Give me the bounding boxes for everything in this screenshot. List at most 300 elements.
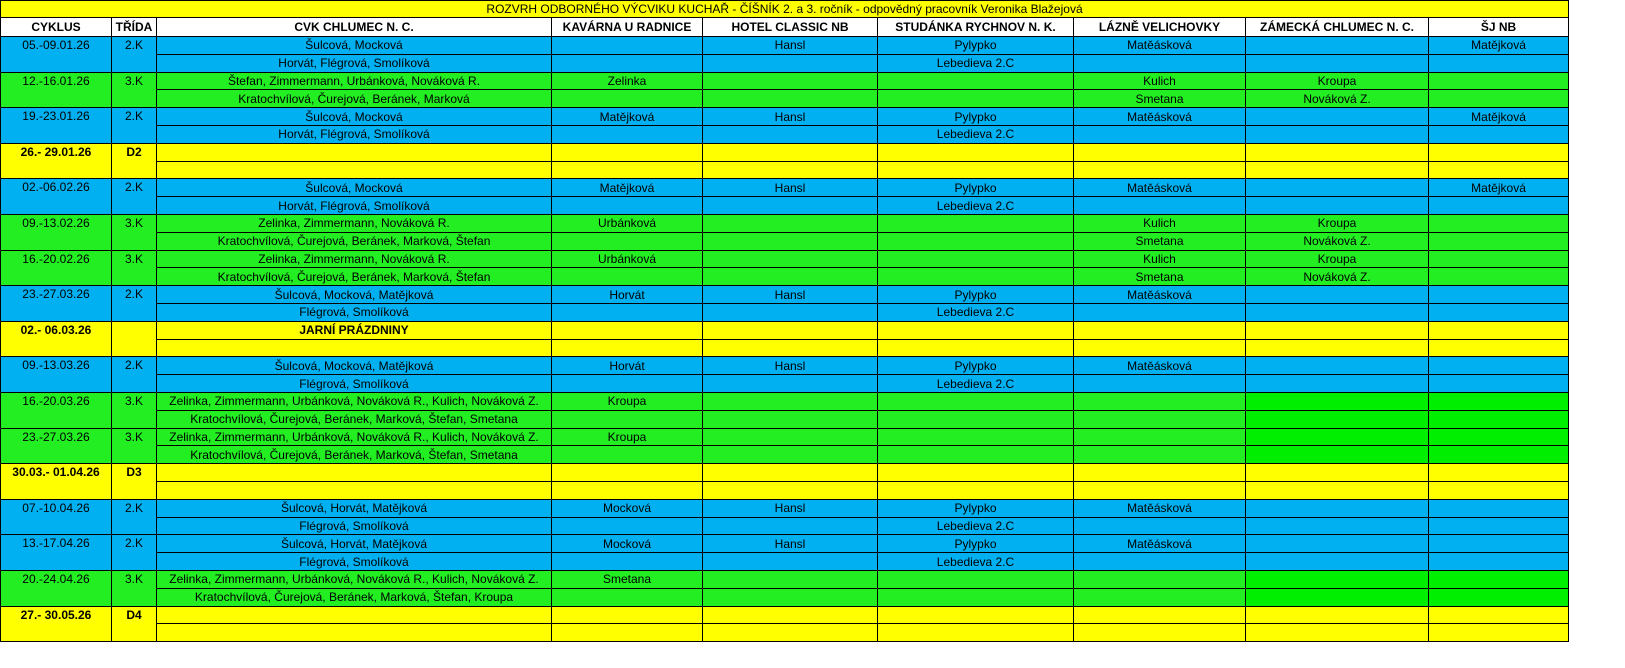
hotel-classic-cell: Hansl: [703, 357, 878, 375]
hotel-classic-cell: [703, 72, 878, 90]
hotel-classic-cell: [703, 339, 878, 357]
zamecka-cell: [1246, 143, 1429, 161]
lazne-cell: Smetana: [1074, 268, 1246, 286]
studanka-cell: Pylypko: [878, 179, 1074, 197]
zamecka-cell: [1246, 37, 1429, 55]
zamecka-cell: Kroupa: [1246, 72, 1429, 90]
kavarna-cell: [552, 232, 703, 250]
zamecka-cell: [1246, 357, 1429, 375]
cvk-chlumec-cell: Zelinka, Zimmermann, Nováková R.: [157, 250, 552, 268]
hotel-classic-cell: [703, 624, 878, 642]
studanka-cell: Lebedieva 2.C: [878, 125, 1074, 143]
sj-nb-cell: [1429, 90, 1569, 108]
hotel-classic-cell: Hansl: [703, 499, 878, 517]
lazne-cell: Matěásková: [1074, 179, 1246, 197]
sj-nb-cell: [1429, 588, 1569, 606]
cvk-chlumec-cell: [157, 339, 552, 357]
studanka-cell: [878, 232, 1074, 250]
cvk-chlumec-cell: Šulcová, Mocková: [157, 179, 552, 197]
studanka-cell: [878, 588, 1074, 606]
kavarna-cell: [552, 54, 703, 72]
lazne-cell: [1074, 588, 1246, 606]
sj-nb-cell: [1429, 54, 1569, 72]
header-kavarna: KAVÁRNA U RADNICE: [552, 18, 703, 37]
trida-cell: 2.K: [112, 535, 157, 571]
kavarna-cell: [552, 606, 703, 624]
studanka-cell: Lebedieva 2.C: [878, 54, 1074, 72]
zamecka-cell: Kroupa: [1246, 214, 1429, 232]
hotel-classic-cell: [703, 125, 878, 143]
lazne-cell: [1074, 481, 1246, 499]
cvk-chlumec-cell: Kratochvílová, Čurejová, Beránek, Marková, Štefan: [157, 232, 552, 250]
sj-nb-cell: [1429, 464, 1569, 482]
zamecka-cell: [1246, 161, 1429, 179]
table-row: [1, 286, 1569, 304]
kavarna-cell: [552, 339, 703, 357]
cvk-chlumec-cell: Šulcová, Horvát, Matějková: [157, 535, 552, 553]
cyklus-cell: 30.03.- 01.04.26: [1, 464, 112, 500]
header-row: [1, 18, 1569, 37]
sj-nb-cell: [1429, 570, 1569, 588]
studanka-cell: [878, 570, 1074, 588]
lazne-cell: [1074, 143, 1246, 161]
hotel-classic-cell: [703, 143, 878, 161]
table-row: [1, 517, 1569, 535]
cyklus-cell: 02.- 06.03.26: [1, 321, 112, 357]
cvk-chlumec-cell: Zelinka, Zimmermann, Urbánková, Nováková R., Kulich, Nováková Z.: [157, 428, 552, 446]
header-studanka: STUDÁNKA RYCHNOV N. K.: [878, 18, 1074, 37]
trida-cell: 2.K: [112, 499, 157, 535]
zamecka-cell: Nováková Z.: [1246, 90, 1429, 108]
header-sj-nb: ŠJ NB: [1429, 18, 1569, 37]
cvk-chlumec-cell: Kratochvílová, Čurejová, Beránek, Marková, Štefan: [157, 268, 552, 286]
sj-nb-cell: [1429, 392, 1569, 410]
hotel-classic-cell: [703, 410, 878, 428]
cyklus-cell: 19.-23.01.26: [1, 108, 112, 144]
zamecka-cell: [1246, 428, 1429, 446]
cvk-chlumec-cell: Flégrová, Smolíková: [157, 303, 552, 321]
hotel-classic-cell: [703, 214, 878, 232]
kavarna-cell: [552, 375, 703, 393]
cyklus-cell: 12.-16.01.26: [1, 72, 112, 108]
kavarna-cell: [552, 303, 703, 321]
table-row: [1, 588, 1569, 606]
sj-nb-cell: [1429, 303, 1569, 321]
sj-nb-cell: Matějková: [1429, 108, 1569, 126]
sj-nb-cell: [1429, 339, 1569, 357]
table-row: [1, 232, 1569, 250]
zamecka-cell: [1246, 392, 1429, 410]
zamecka-cell: [1246, 588, 1429, 606]
studanka-cell: Lebedieva 2.C: [878, 553, 1074, 571]
table-row: [1, 392, 1569, 410]
table-row: [1, 410, 1569, 428]
trida-cell: 3.K: [112, 250, 157, 286]
lazne-cell: [1074, 54, 1246, 72]
hotel-classic-cell: Hansl: [703, 535, 878, 553]
sj-nb-cell: Matějková: [1429, 37, 1569, 55]
zamecka-cell: [1246, 464, 1429, 482]
lazne-cell: [1074, 161, 1246, 179]
table-row: [1, 161, 1569, 179]
lazne-cell: [1074, 197, 1246, 215]
header-cyklus: CYKLUS: [1, 18, 112, 37]
table-row: [1, 72, 1569, 90]
kavarna-cell: [552, 553, 703, 571]
cvk-chlumec-cell: Horvát, Flégrová, Smolíková: [157, 197, 552, 215]
lazne-cell: Matěásková: [1074, 499, 1246, 517]
lazne-cell: [1074, 303, 1246, 321]
zamecka-cell: [1246, 553, 1429, 571]
kavarna-cell: [552, 410, 703, 428]
lazne-cell: [1074, 570, 1246, 588]
cvk-chlumec-cell: Šulcová, Mocková: [157, 108, 552, 126]
studanka-cell: [878, 481, 1074, 499]
studanka-cell: Lebedieva 2.C: [878, 303, 1074, 321]
cvk-chlumec-cell: Horvát, Flégrová, Smolíková: [157, 54, 552, 72]
hotel-classic-cell: [703, 517, 878, 535]
zamecka-cell: [1246, 375, 1429, 393]
lazne-cell: [1074, 606, 1246, 624]
table-row: [1, 214, 1569, 232]
studanka-cell: Pylypko: [878, 37, 1074, 55]
zamecka-cell: [1246, 446, 1429, 464]
kavarna-cell: [552, 125, 703, 143]
studanka-cell: [878, 606, 1074, 624]
cvk-chlumec-cell: [157, 624, 552, 642]
sj-nb-cell: [1429, 268, 1569, 286]
kavarna-cell: Mocková: [552, 499, 703, 517]
zamecka-cell: [1246, 321, 1429, 339]
lazne-cell: [1074, 553, 1246, 571]
hotel-classic-cell: [703, 588, 878, 606]
table-row: [1, 250, 1569, 268]
table-row: [1, 108, 1569, 126]
sj-nb-cell: Matějková: [1429, 179, 1569, 197]
studanka-cell: [878, 446, 1074, 464]
sj-nb-cell: [1429, 250, 1569, 268]
studanka-cell: [878, 90, 1074, 108]
cyklus-cell: 20.-24.04.26: [1, 570, 112, 606]
zamecka-cell: [1246, 535, 1429, 553]
hotel-classic-cell: Hansl: [703, 179, 878, 197]
trida-cell: 3.K: [112, 72, 157, 108]
kavarna-cell: [552, 481, 703, 499]
header-lazne: LÁZNĚ VELICHOVKY: [1074, 18, 1246, 37]
zamecka-cell: [1246, 624, 1429, 642]
zamecka-cell: Kroupa: [1246, 250, 1429, 268]
zamecka-cell: [1246, 606, 1429, 624]
hotel-classic-cell: Hansl: [703, 286, 878, 304]
trida-cell: 3.K: [112, 570, 157, 606]
studanka-cell: [878, 464, 1074, 482]
sj-nb-cell: [1429, 161, 1569, 179]
cvk-chlumec-cell: Kratochvílová, Čurejová, Beránek, Marková, Štefan, Smetana: [157, 446, 552, 464]
kavarna-cell: [552, 161, 703, 179]
lazne-cell: Matěásková: [1074, 37, 1246, 55]
zamecka-cell: [1246, 517, 1429, 535]
studanka-cell: Pylypko: [878, 357, 1074, 375]
lazne-cell: [1074, 339, 1246, 357]
kavarna-cell: [552, 321, 703, 339]
sj-nb-cell: [1429, 72, 1569, 90]
hotel-classic-cell: [703, 464, 878, 482]
trida-cell: 3.K: [112, 214, 157, 250]
zamecka-cell: [1246, 179, 1429, 197]
table-row: [1, 357, 1569, 375]
cyklus-cell: 13.-17.04.26: [1, 535, 112, 571]
hotel-classic-cell: [703, 446, 878, 464]
hotel-classic-cell: [703, 197, 878, 215]
table-row: [1, 499, 1569, 517]
table-row: [1, 303, 1569, 321]
cyklus-cell: 23.-27.03.26: [1, 428, 112, 464]
kavarna-cell: Urbánková: [552, 214, 703, 232]
zamecka-cell: [1246, 339, 1429, 357]
table-row: [1, 197, 1569, 215]
lazne-cell: [1074, 375, 1246, 393]
lazne-cell: Kulich: [1074, 214, 1246, 232]
lazne-cell: [1074, 125, 1246, 143]
sj-nb-cell: [1429, 517, 1569, 535]
table-row: [1, 268, 1569, 286]
studanka-cell: Pylypko: [878, 108, 1074, 126]
cvk-chlumec-cell: [157, 143, 552, 161]
header-hotel-classic: HOTEL CLASSIC NB: [703, 18, 878, 37]
sj-nb-cell: [1429, 321, 1569, 339]
kavarna-cell: [552, 37, 703, 55]
zamecka-cell: [1246, 303, 1429, 321]
sj-nb-cell: [1429, 375, 1569, 393]
kavarna-cell: [552, 624, 703, 642]
trida-cell: D3: [112, 464, 157, 500]
lazne-cell: Matěásková: [1074, 286, 1246, 304]
studanka-cell: Pylypko: [878, 286, 1074, 304]
hotel-classic-cell: Hansl: [703, 108, 878, 126]
lazne-cell: [1074, 410, 1246, 428]
header-zamecka: ZÁMECKÁ CHLUMEC N. C.: [1246, 18, 1429, 37]
table-row: [1, 143, 1569, 161]
sj-nb-cell: [1429, 535, 1569, 553]
cvk-chlumec-cell: [157, 606, 552, 624]
kavarna-cell: Horvát: [552, 286, 703, 304]
studanka-cell: [878, 410, 1074, 428]
zamecka-cell: [1246, 286, 1429, 304]
studanka-cell: [878, 268, 1074, 286]
cvk-chlumec-cell: Zelinka, Zimmermann, Urbánková, Nováková R., Kulich, Nováková Z.: [157, 392, 552, 410]
kavarna-cell: Zelinka: [552, 72, 703, 90]
sj-nb-cell: [1429, 446, 1569, 464]
kavarna-cell: [552, 446, 703, 464]
zamecka-cell: [1246, 570, 1429, 588]
cvk-chlumec-cell: Štefan, Zimmermann, Urbánková, Nováková R.: [157, 72, 552, 90]
table-row: [1, 90, 1569, 108]
table-row: [1, 553, 1569, 571]
table-row: [1, 535, 1569, 553]
trida-cell: D4: [112, 606, 157, 642]
sj-nb-cell: [1429, 357, 1569, 375]
sheet-title: ROZVRH ODBORNÉHO VÝCVIKU KUCHAŘ - ČÍŠNÍK 2. a 3. ročník - odpovědný pracovník Veronika Blažejová: [1, 1, 1569, 18]
kavarna-cell: Horvát: [552, 357, 703, 375]
hotel-classic-cell: [703, 268, 878, 286]
hotel-classic-cell: [703, 303, 878, 321]
table-row: [1, 464, 1569, 482]
studanka-cell: [878, 624, 1074, 642]
sj-nb-cell: [1429, 143, 1569, 161]
hotel-classic-cell: [703, 606, 878, 624]
trida-cell: 2.K: [112, 108, 157, 144]
studanka-cell: [878, 250, 1074, 268]
kavarna-cell: Matějková: [552, 179, 703, 197]
cvk-chlumec-cell: Flégrová, Smolíková: [157, 517, 552, 535]
zamecka-cell: [1246, 125, 1429, 143]
trida-cell: D2: [112, 143, 157, 179]
header-trida: TŘÍDA: [112, 18, 157, 37]
lazne-cell: [1074, 446, 1246, 464]
sj-nb-cell: [1429, 606, 1569, 624]
hotel-classic-cell: [703, 392, 878, 410]
lazne-cell: [1074, 321, 1246, 339]
kavarna-cell: Kroupa: [552, 428, 703, 446]
table-row: [1, 428, 1569, 446]
studanka-cell: [878, 72, 1074, 90]
hotel-classic-cell: [703, 161, 878, 179]
lazne-cell: Kulich: [1074, 250, 1246, 268]
table-row: [1, 624, 1569, 642]
studanka-cell: Lebedieva 2.C: [878, 197, 1074, 215]
kavarna-cell: Mocková: [552, 535, 703, 553]
hotel-classic-cell: Hansl: [703, 37, 878, 55]
kavarna-cell: [552, 268, 703, 286]
hotel-classic-cell: [703, 90, 878, 108]
sj-nb-cell: [1429, 481, 1569, 499]
zamecka-cell: Nováková Z.: [1246, 232, 1429, 250]
kavarna-cell: [552, 143, 703, 161]
sj-nb-cell: [1429, 286, 1569, 304]
cyklus-cell: 27.- 30.05.26: [1, 606, 112, 642]
cyklus-cell: 07.-10.04.26: [1, 499, 112, 535]
lazne-cell: Matěásková: [1074, 108, 1246, 126]
cvk-chlumec-cell: Zelinka, Zimmermann, Nováková R.: [157, 214, 552, 232]
sj-nb-cell: [1429, 197, 1569, 215]
sj-nb-cell: [1429, 125, 1569, 143]
cvk-chlumec-cell: Šulcová, Mocková: [157, 37, 552, 55]
table-row: [1, 570, 1569, 588]
cvk-chlumec-cell: Kratochvílová, Čurejová, Beránek, Marková: [157, 90, 552, 108]
zamecka-cell: Nováková Z.: [1246, 268, 1429, 286]
cvk-chlumec-cell: Horvát, Flégrová, Smolíková: [157, 125, 552, 143]
table-row: [1, 54, 1569, 72]
cyklus-cell: 09.-13.03.26: [1, 357, 112, 393]
lazne-cell: [1074, 624, 1246, 642]
studanka-cell: [878, 161, 1074, 179]
table-row: [1, 321, 1569, 339]
studanka-cell: [878, 143, 1074, 161]
kavarna-cell: [552, 90, 703, 108]
table-row: [1, 446, 1569, 464]
cvk-chlumec-cell: Šulcová, Horvát, Matějková: [157, 499, 552, 517]
lazne-cell: Matěásková: [1074, 357, 1246, 375]
cvk-chlumec-cell: [157, 161, 552, 179]
studanka-cell: Lebedieva 2.C: [878, 375, 1074, 393]
hotel-classic-cell: [703, 232, 878, 250]
cvk-chlumec-cell: Kratochvílová, Čurejová, Beránek, Marková, Štefan, Smetana: [157, 410, 552, 428]
hotel-classic-cell: [703, 54, 878, 72]
trida-cell: 2.K: [112, 357, 157, 393]
kavarna-cell: [552, 588, 703, 606]
lazne-cell: [1074, 428, 1246, 446]
trida-cell: [112, 321, 157, 357]
header-cvk-chlumec: CVK CHLUMEC N. C.: [157, 18, 552, 37]
trida-cell: 3.K: [112, 392, 157, 428]
studanka-cell: [878, 321, 1074, 339]
kavarna-cell: [552, 197, 703, 215]
table-row: [1, 606, 1569, 624]
cyklus-cell: 16.-20.03.26: [1, 392, 112, 428]
sj-nb-cell: [1429, 428, 1569, 446]
hotel-classic-cell: [703, 481, 878, 499]
cvk-chlumec-cell: Kratochvílová, Čurejová, Beránek, Marková, Štefan, Kroupa: [157, 588, 552, 606]
hotel-classic-cell: [703, 570, 878, 588]
trida-cell: 3.K: [112, 428, 157, 464]
studanka-cell: Lebedieva 2.C: [878, 517, 1074, 535]
hotel-classic-cell: [703, 375, 878, 393]
cvk-chlumec-cell: Šulcová, Mocková, Matějková: [157, 357, 552, 375]
cvk-chlumec-cell: Flégrová, Smolíková: [157, 553, 552, 571]
studanka-cell: [878, 428, 1074, 446]
cvk-chlumec-cell: [157, 464, 552, 482]
studanka-cell: Pylypko: [878, 499, 1074, 517]
table-row: [1, 125, 1569, 143]
table-row: [1, 375, 1569, 393]
table-row: [1, 481, 1569, 499]
lazne-cell: Matěásková: [1074, 535, 1246, 553]
kavarna-cell: Smetana: [552, 570, 703, 588]
sj-nb-cell: [1429, 232, 1569, 250]
cyklus-cell: 26.- 29.01.26: [1, 143, 112, 179]
sj-nb-cell: [1429, 214, 1569, 232]
lazne-cell: [1074, 464, 1246, 482]
lazne-cell: Smetana: [1074, 232, 1246, 250]
cyklus-cell: 16.-20.02.26: [1, 250, 112, 286]
cvk-chlumec-cell: [157, 481, 552, 499]
studanka-cell: [878, 339, 1074, 357]
studanka-cell: [878, 392, 1074, 410]
kavarna-cell: [552, 517, 703, 535]
lazne-cell: Smetana: [1074, 90, 1246, 108]
cyklus-cell: 05.-09.01.26: [1, 37, 112, 73]
hotel-classic-cell: [703, 428, 878, 446]
studanka-cell: [878, 214, 1074, 232]
cvk-chlumec-cell: Zelinka, Zimmermann, Urbánková, Nováková R., Kulich, Nováková Z.: [157, 570, 552, 588]
kavarna-cell: Kroupa: [552, 392, 703, 410]
cyklus-cell: 02.-06.02.26: [1, 179, 112, 215]
cyklus-cell: 09.-13.02.26: [1, 214, 112, 250]
studanka-cell: Pylypko: [878, 535, 1074, 553]
trida-cell: 2.K: [112, 286, 157, 322]
kavarna-cell: Matějková: [552, 108, 703, 126]
lazne-cell: [1074, 517, 1246, 535]
sj-nb-cell: [1429, 410, 1569, 428]
cvk-chlumec-cell: Flégrová, Smolíková: [157, 375, 552, 393]
trida-cell: 2.K: [112, 37, 157, 73]
kavarna-cell: Urbánková: [552, 250, 703, 268]
lazne-cell: Kulich: [1074, 72, 1246, 90]
table-row: [1, 179, 1569, 197]
cvk-chlumec-cell: Šulcová, Mocková, Matějková: [157, 286, 552, 304]
sj-nb-cell: [1429, 499, 1569, 517]
zamecka-cell: [1246, 54, 1429, 72]
